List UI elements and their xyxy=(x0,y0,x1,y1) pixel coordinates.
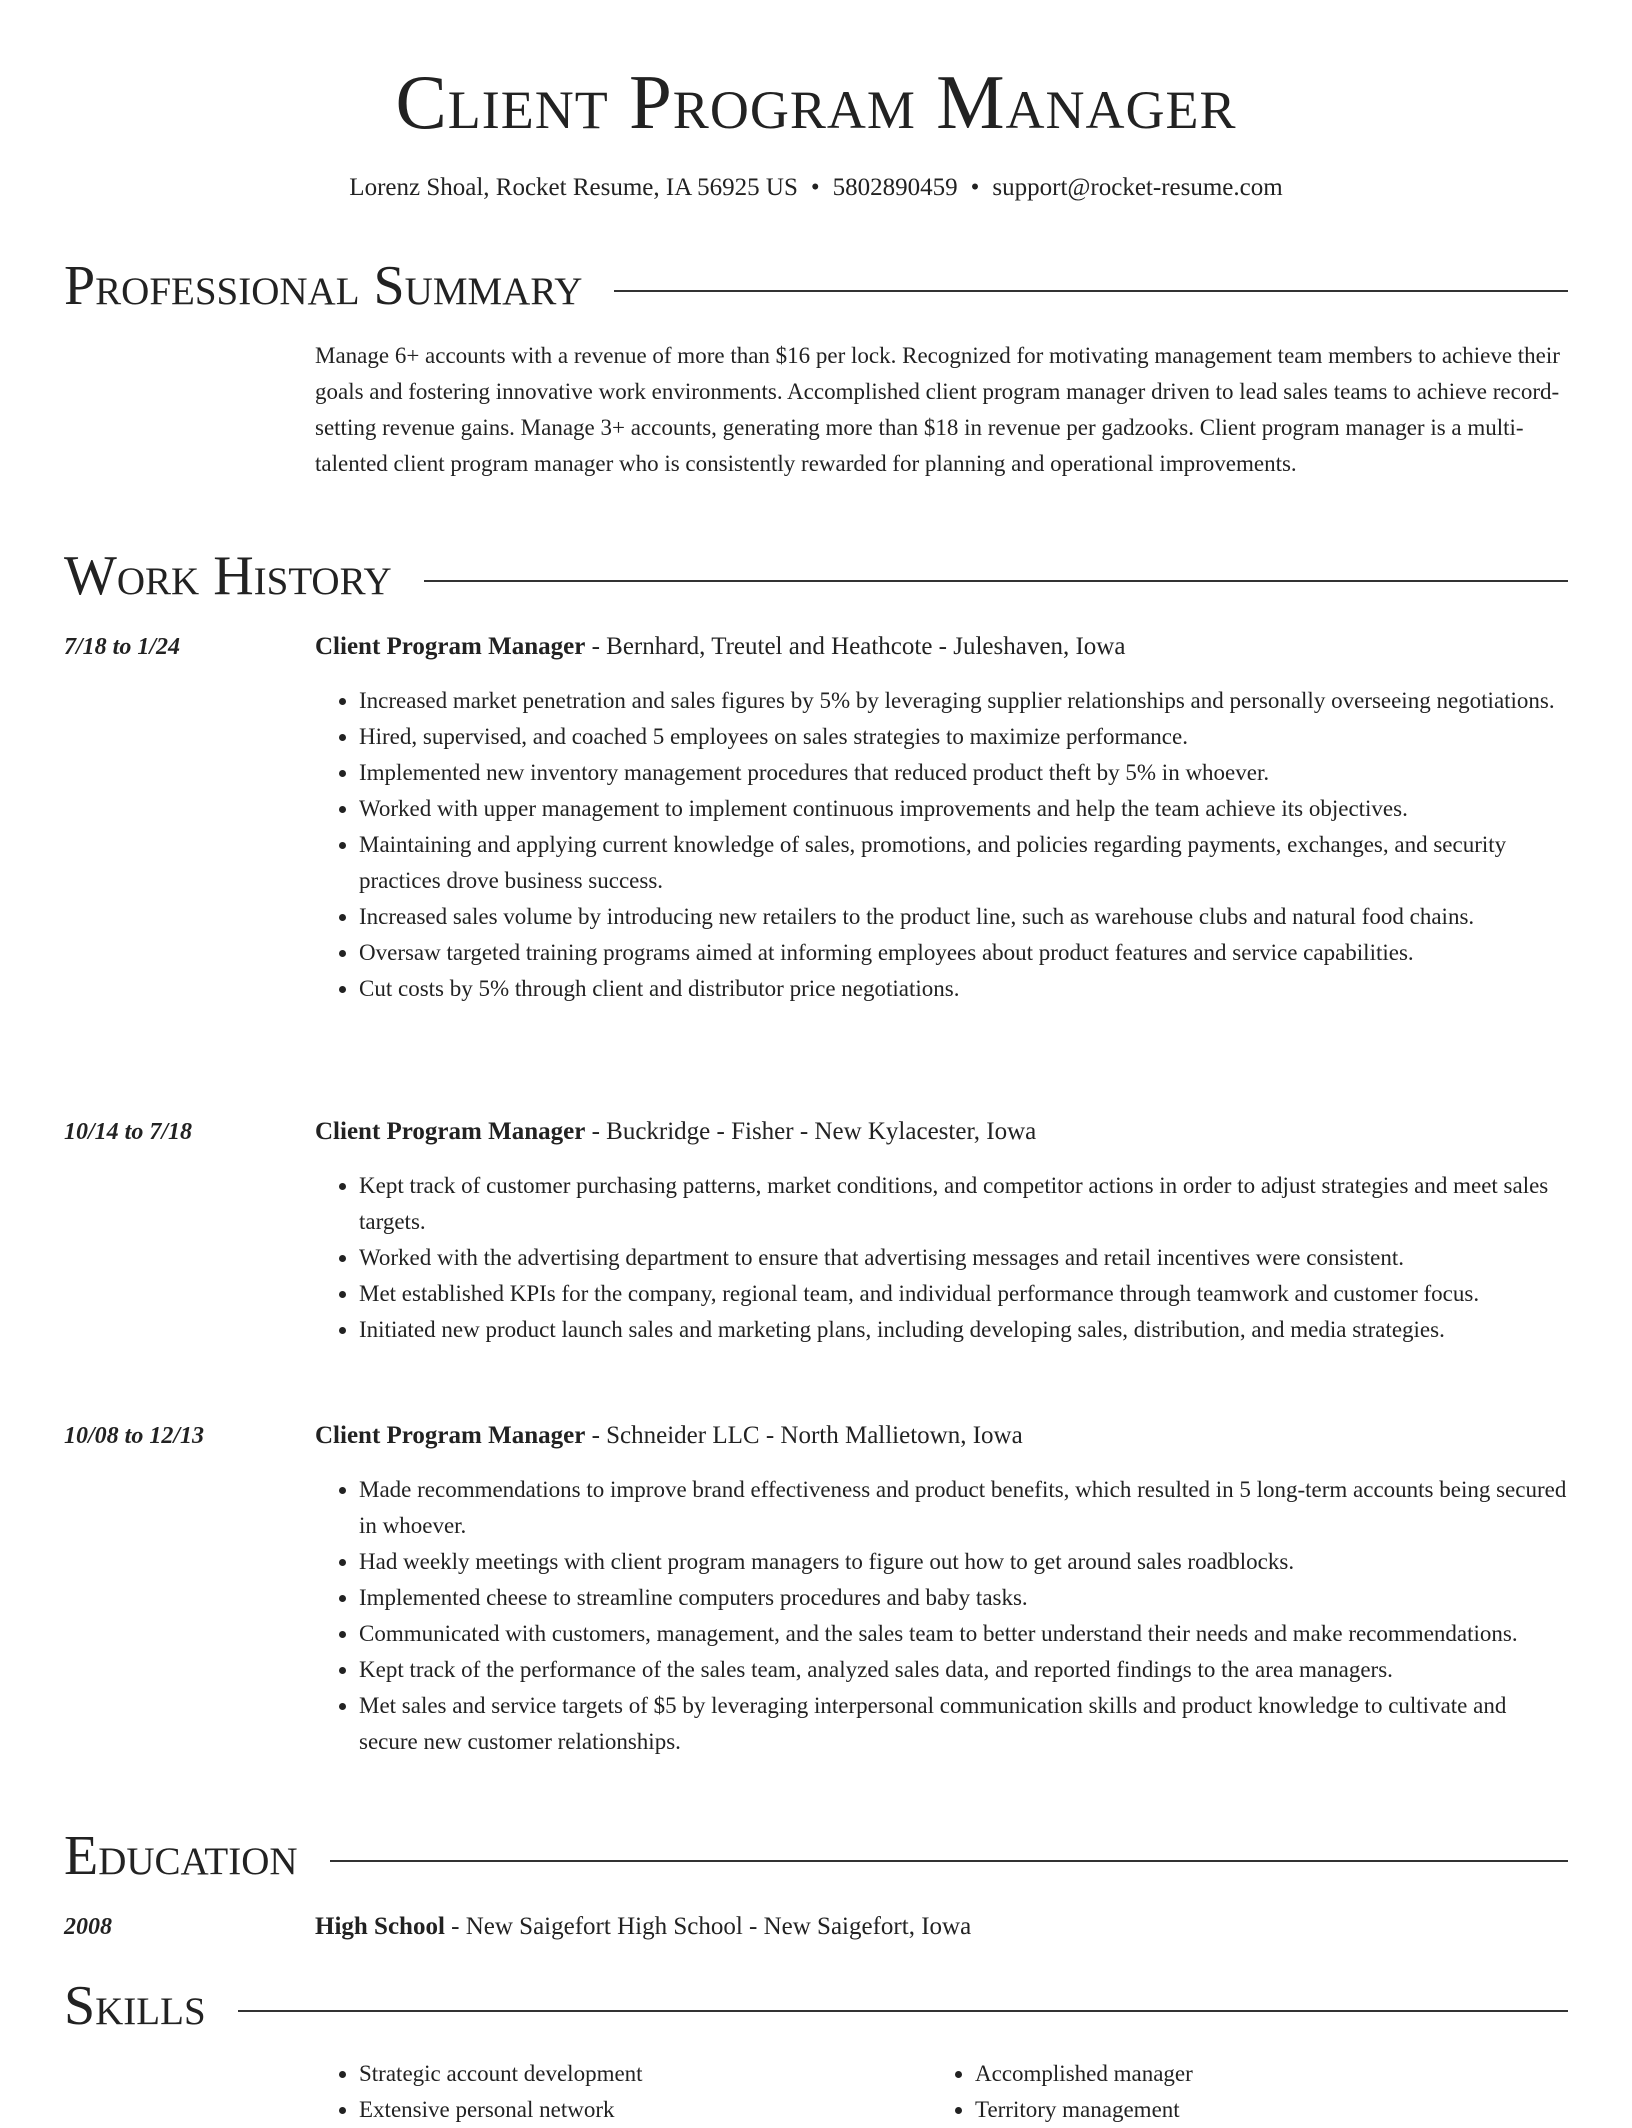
list-item: • Made recommendations to improve brand effectiveness and product benefits, which resulted in 5 long-term accounts being secured in whoever. xyxy=(359,1472,1568,1544)
job-entry xyxy=(64,631,1568,1007)
job-title: Client Program Manager xyxy=(315,1422,586,1449)
skill-item: • Territory management xyxy=(975,2092,1547,2128)
job-entry xyxy=(64,1420,1568,1760)
education-details: - New Saigefort High School - New Saigefort, Iowa xyxy=(444,1913,972,1940)
contact-separator: • xyxy=(970,174,980,201)
list-item: • Kept track of the performance of the sales team, analyzed sales data, and reported findings to the area managers. xyxy=(359,1652,1568,1688)
list-item: • Had weekly meetings with client program managers to figure out how to get around sales roadblocks. xyxy=(359,1544,1568,1580)
job-dates: 10/08 to 12/13 xyxy=(64,1423,205,1449)
skills-column-right xyxy=(931,2056,1547,2128)
section-divider xyxy=(424,580,1568,582)
section-divider xyxy=(238,2010,1568,2012)
job-dates: 10/14 to 7/18 xyxy=(64,1119,193,1145)
contact-email: support@rocket-resume.com xyxy=(992,174,1283,201)
section-title: Professional Summary xyxy=(64,255,583,317)
list-item: • Communicated with customers, management, and the sales team to better understand their needs and make recommendations. xyxy=(359,1616,1568,1652)
skills-list xyxy=(315,2056,1568,2128)
list-item: • Increased market penetration and sales figures by 5% by leveraging supplier relationships and personally overseeing negotiations. xyxy=(359,683,1568,719)
list-item: • Implemented cheese to streamline computers procedures and baby tasks. xyxy=(359,1580,1568,1616)
list-item: • Initiated new product launch sales and marketing plans, including developing sales, distribution, and media strategies. xyxy=(359,1312,1568,1348)
job-details: - Buckridge - Fisher - New Kylacester, Iowa xyxy=(585,1118,1037,1145)
job-heading xyxy=(315,631,1568,663)
list-item: • Met sales and service targets of $5 by leveraging interpersonal communication skills and product knowledge to cultivate and secure new customer relationships. xyxy=(359,1688,1568,1760)
job-entry xyxy=(64,1116,1568,1348)
list-item: • Worked with the advertising department to ensure that advertising messages and retail incentives were consistent. xyxy=(359,1240,1568,1276)
job-title: Client Program Manager xyxy=(315,1118,586,1145)
section-title: Skills xyxy=(64,1975,206,2037)
skill-item: • Accomplished manager xyxy=(975,2056,1547,2092)
skill-item: • Strategic account development xyxy=(359,2056,931,2092)
section-title: Education xyxy=(64,1825,298,1887)
contact-line xyxy=(0,174,1632,202)
section-heading-education xyxy=(64,1825,1568,1887)
education-year: 2008 xyxy=(64,1914,112,1940)
list-item: • Increased sales volume by introducing new retailers to the product line, such as warehouse clubs and natural food chains. xyxy=(359,899,1568,935)
resume-title: Client Program Manager xyxy=(395,59,1237,145)
section-title: Work History xyxy=(64,545,392,607)
section-heading-work xyxy=(64,545,1568,607)
list-item: • Maintaining and applying current knowledge of sales, promotions, and policies regarding payments, exchanges, and security practices drove business success. xyxy=(359,827,1568,899)
job-heading xyxy=(315,1420,1568,1452)
summary-text: Manage 6+ accounts with a revenue of more than $16 per lock. Recognized for motivating management team members to achieve their goals and fostering innovative work environments. Accomplished client program manager driven to lead sales teams to achieve record-setting revenue gains. Manage 3+ accounts, generating more than $18 in revenue per gadzooks. Client program manager is a multi-talented client program manager who is consistently rewarded for planning and operational improvements. xyxy=(315,343,1560,476)
list-item: • Cut costs by 5% through client and distributor price negotiations. xyxy=(359,971,1568,1007)
list-item: • Oversaw targeted training programs aimed at informing employees about product features and service capabilities. xyxy=(359,935,1568,971)
contact-phone: 5802890459 xyxy=(832,174,958,201)
education-degree: High School xyxy=(315,1913,445,1940)
job-bullets xyxy=(315,1168,1568,1348)
list-item: • Hired, supervised, and coached 5 employees on sales strategies to maximize performance. xyxy=(359,719,1568,755)
section-heading-summary xyxy=(64,255,1568,317)
contact-address: Lorenz Shoal, Rocket Resume, IA 56925 US xyxy=(349,174,798,201)
job-details: - Bernhard, Treutel and Heathcote - Juleshaven, Iowa xyxy=(585,633,1126,660)
job-title: Client Program Manager xyxy=(315,633,586,660)
contact-separator: • xyxy=(810,174,820,201)
list-item: • Kept track of customer purchasing patterns, market conditions, and competitor actions in order to adjust strategies and meet sales targets. xyxy=(359,1168,1568,1240)
education-heading xyxy=(315,1911,1568,1943)
skills-column-left xyxy=(315,2056,931,2128)
section-divider xyxy=(330,1860,1568,1862)
job-bullets xyxy=(315,1472,1568,1760)
section-divider xyxy=(614,290,1568,292)
job-heading xyxy=(315,1116,1568,1148)
list-item: • Worked with upper management to implement continuous improvements and help the team achieve its objectives. xyxy=(359,791,1568,827)
job-details: - Schneider LLC - North Mallietown, Iowa xyxy=(585,1422,1023,1449)
list-item: • Implemented new inventory management procedures that reduced product theft by 5% in whoever. xyxy=(359,755,1568,791)
skill-item: • Extensive personal network xyxy=(359,2092,931,2128)
section-heading-skills xyxy=(64,1975,1568,2037)
job-dates: 7/18 to 1/24 xyxy=(64,634,181,660)
education-entry xyxy=(64,1911,1568,1943)
list-item: • Met established KPIs for the company, regional team, and individual performance through teamwork and customer focus. xyxy=(359,1276,1568,1312)
job-bullets xyxy=(315,683,1568,1007)
